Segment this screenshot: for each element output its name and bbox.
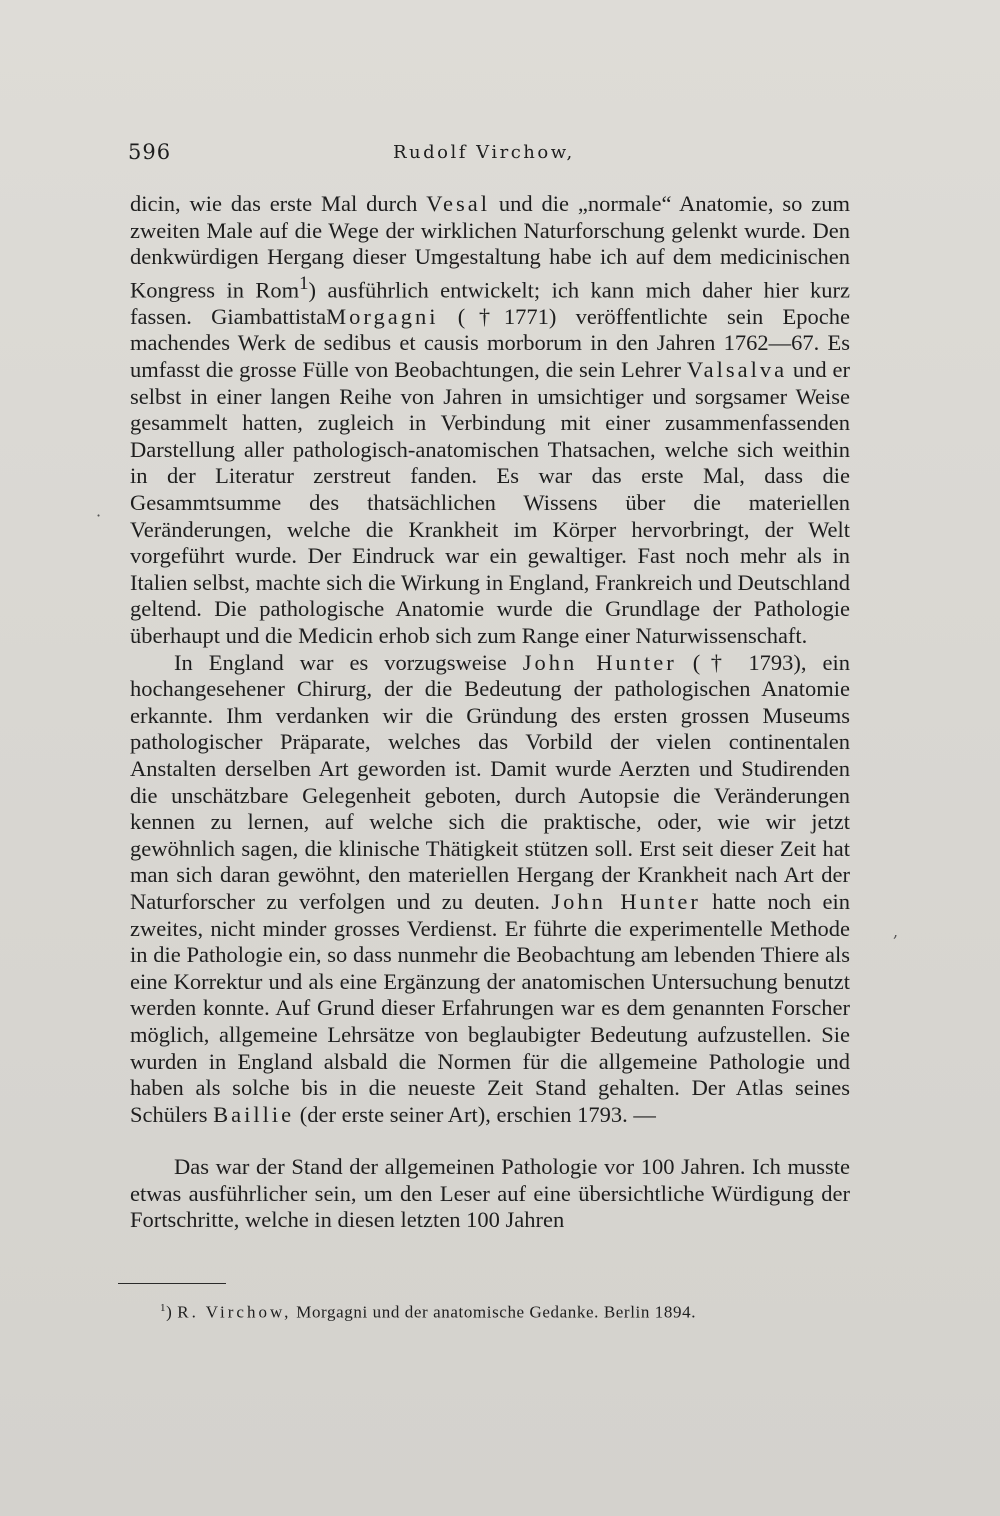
text-run: In England war es vorzugsweise bbox=[174, 649, 523, 675]
body-text bbox=[130, 191, 850, 1234]
running-head: Rudolf Virchow, bbox=[393, 142, 575, 163]
text-run: dicin, wie das erste Mal durch bbox=[130, 191, 427, 216]
text-run: hatte noch ein zweites, nicht minder grosses Verdienst. Er führte die experimentelle Methode in die Pathologie ein, so dass nunmehr die Beobachtung am lebenden Thiere als eine Korrektur und als eine Ergänzung der anatomischen Untersuchung benutzt werden konnte. Auf Grund dieser Erfahrungen war es dem genannten Forscher möglich, allgemeine Lehrsätze von beglaubigter Bedeutung aufzustellen. Sie wurden in England alsbald die Normen für die allgemeine Pathologie und haben als solche bis in die neueste Zeit Stand gehalten. Der Atlas seines Schülers bbox=[130, 888, 851, 1127]
paragraph-3: Das war der Stand der allgemeinen Pathologie vor 100 Jahren. Ich musste etwas ausführlicher sein, um den Leser auf eine übersichtliche Würdigung der Fortschritte, welche in diesen letzten 100 Jahren bbox=[130, 1154, 850, 1233]
page-number: 596 bbox=[128, 140, 172, 164]
text-run: († 1793), ein hochangesehener Chirurg, der die Bedeutung der pathologischen Anatomie erkannte. Ihm verdanken wir die Gründung des ersten grossen Museums pathologischer Präparate, welches das Vorbild der vielen continentalen Anstalten derselben Art geworden ist. Damit wurde Aerzten und Studirenden die unschätzbare Gelegenheit geboten, durch Autopsie die Veränderungen kennen zu lernen, auf welche sich die praktische, oder, wie wir jetzt gewöhnlich sagen, die klinische Thätigkeit stützen soll. Erst seit dieser Zeit hat man sich daran gewöhnt, den materiellen Hergang der Krankheit nach Art der Naturforscher zu verfolgen und zu deuten. bbox=[130, 649, 850, 914]
footnote bbox=[160, 1302, 800, 1323]
footnote-mark: 1 bbox=[160, 1302, 167, 1314]
footnote-mark-close: ) bbox=[166, 1302, 173, 1322]
footnote-ref: 1 bbox=[299, 272, 309, 294]
margin-speck: , bbox=[893, 922, 899, 941]
text-run: und er selbst in einer langen Reihe von Jahren in umsichtiger und sorgsamer Weise gesammelt hatten, zugleich in Verbindung mit einer zusammenfassenden Darstellung aller pathologisch-anatomischen Thatsachen, welche sich weithin in der Literatur zerstreut fanden. Es war das erste Mal, dass die Gesammtsumme des thatsächlichen Wissens über die materiellen Veränderungen, welche die Krankheit im Körper hervorbringt, der Welt vorgeführt wurde. Der Eindruck war ein gewaltiger. Fast noch mehr als in Italien selbst, machte sich die Wirkung in England, Frankreich und Deutschland geltend. Die pathologische Anatomie wurde die Grundlage der Pathologie überhaupt und die Medicin erhob sich zum Range einer Naturwissenschaft. bbox=[130, 357, 850, 648]
paragraph-1 bbox=[130, 191, 850, 650]
text-run: (der erste seiner Art), erschien 1793. — bbox=[294, 1101, 656, 1127]
text-run: ) ausführlich entwickelt; ich kann mich daher hier kurz fassen. Giambattista bbox=[130, 277, 850, 329]
name-john-hunter: John Hunter bbox=[551, 888, 701, 914]
footnote-author: R. Virchow, bbox=[177, 1302, 292, 1322]
footnote-text: Morgagni und der anatomische Gedanke. Berlin 1894. bbox=[291, 1302, 697, 1322]
page-header bbox=[128, 140, 828, 170]
name-baillie: Baillie bbox=[213, 1101, 295, 1127]
name-valsalva: Valsalva bbox=[686, 357, 788, 383]
footnote-rule bbox=[118, 1283, 226, 1284]
margin-speck: · bbox=[96, 506, 102, 525]
name-vesal: Vesal bbox=[426, 191, 490, 216]
paragraph-2 bbox=[130, 650, 850, 1129]
text-run: (†1771) veröffentlichte sein Epoche machendes Werk de sedibus et causis morborum in den Jahren 1762—67. Es umfasst die grosse Fülle von Beobachtungen, die sein Lehrer bbox=[130, 303, 850, 383]
text-run: und die „normale“ Anatomie, so zum zweiten Male auf die Wege der wirklichen Naturforschung gelenkt wurde. Den denkwürdigen Hergang dieser Umgestaltung habe ich auf dem medicinischen Kongress in Rom bbox=[130, 191, 850, 303]
name-morgagni: Morgagni bbox=[326, 303, 439, 329]
name-john-hunter: John Hunter bbox=[522, 649, 677, 675]
